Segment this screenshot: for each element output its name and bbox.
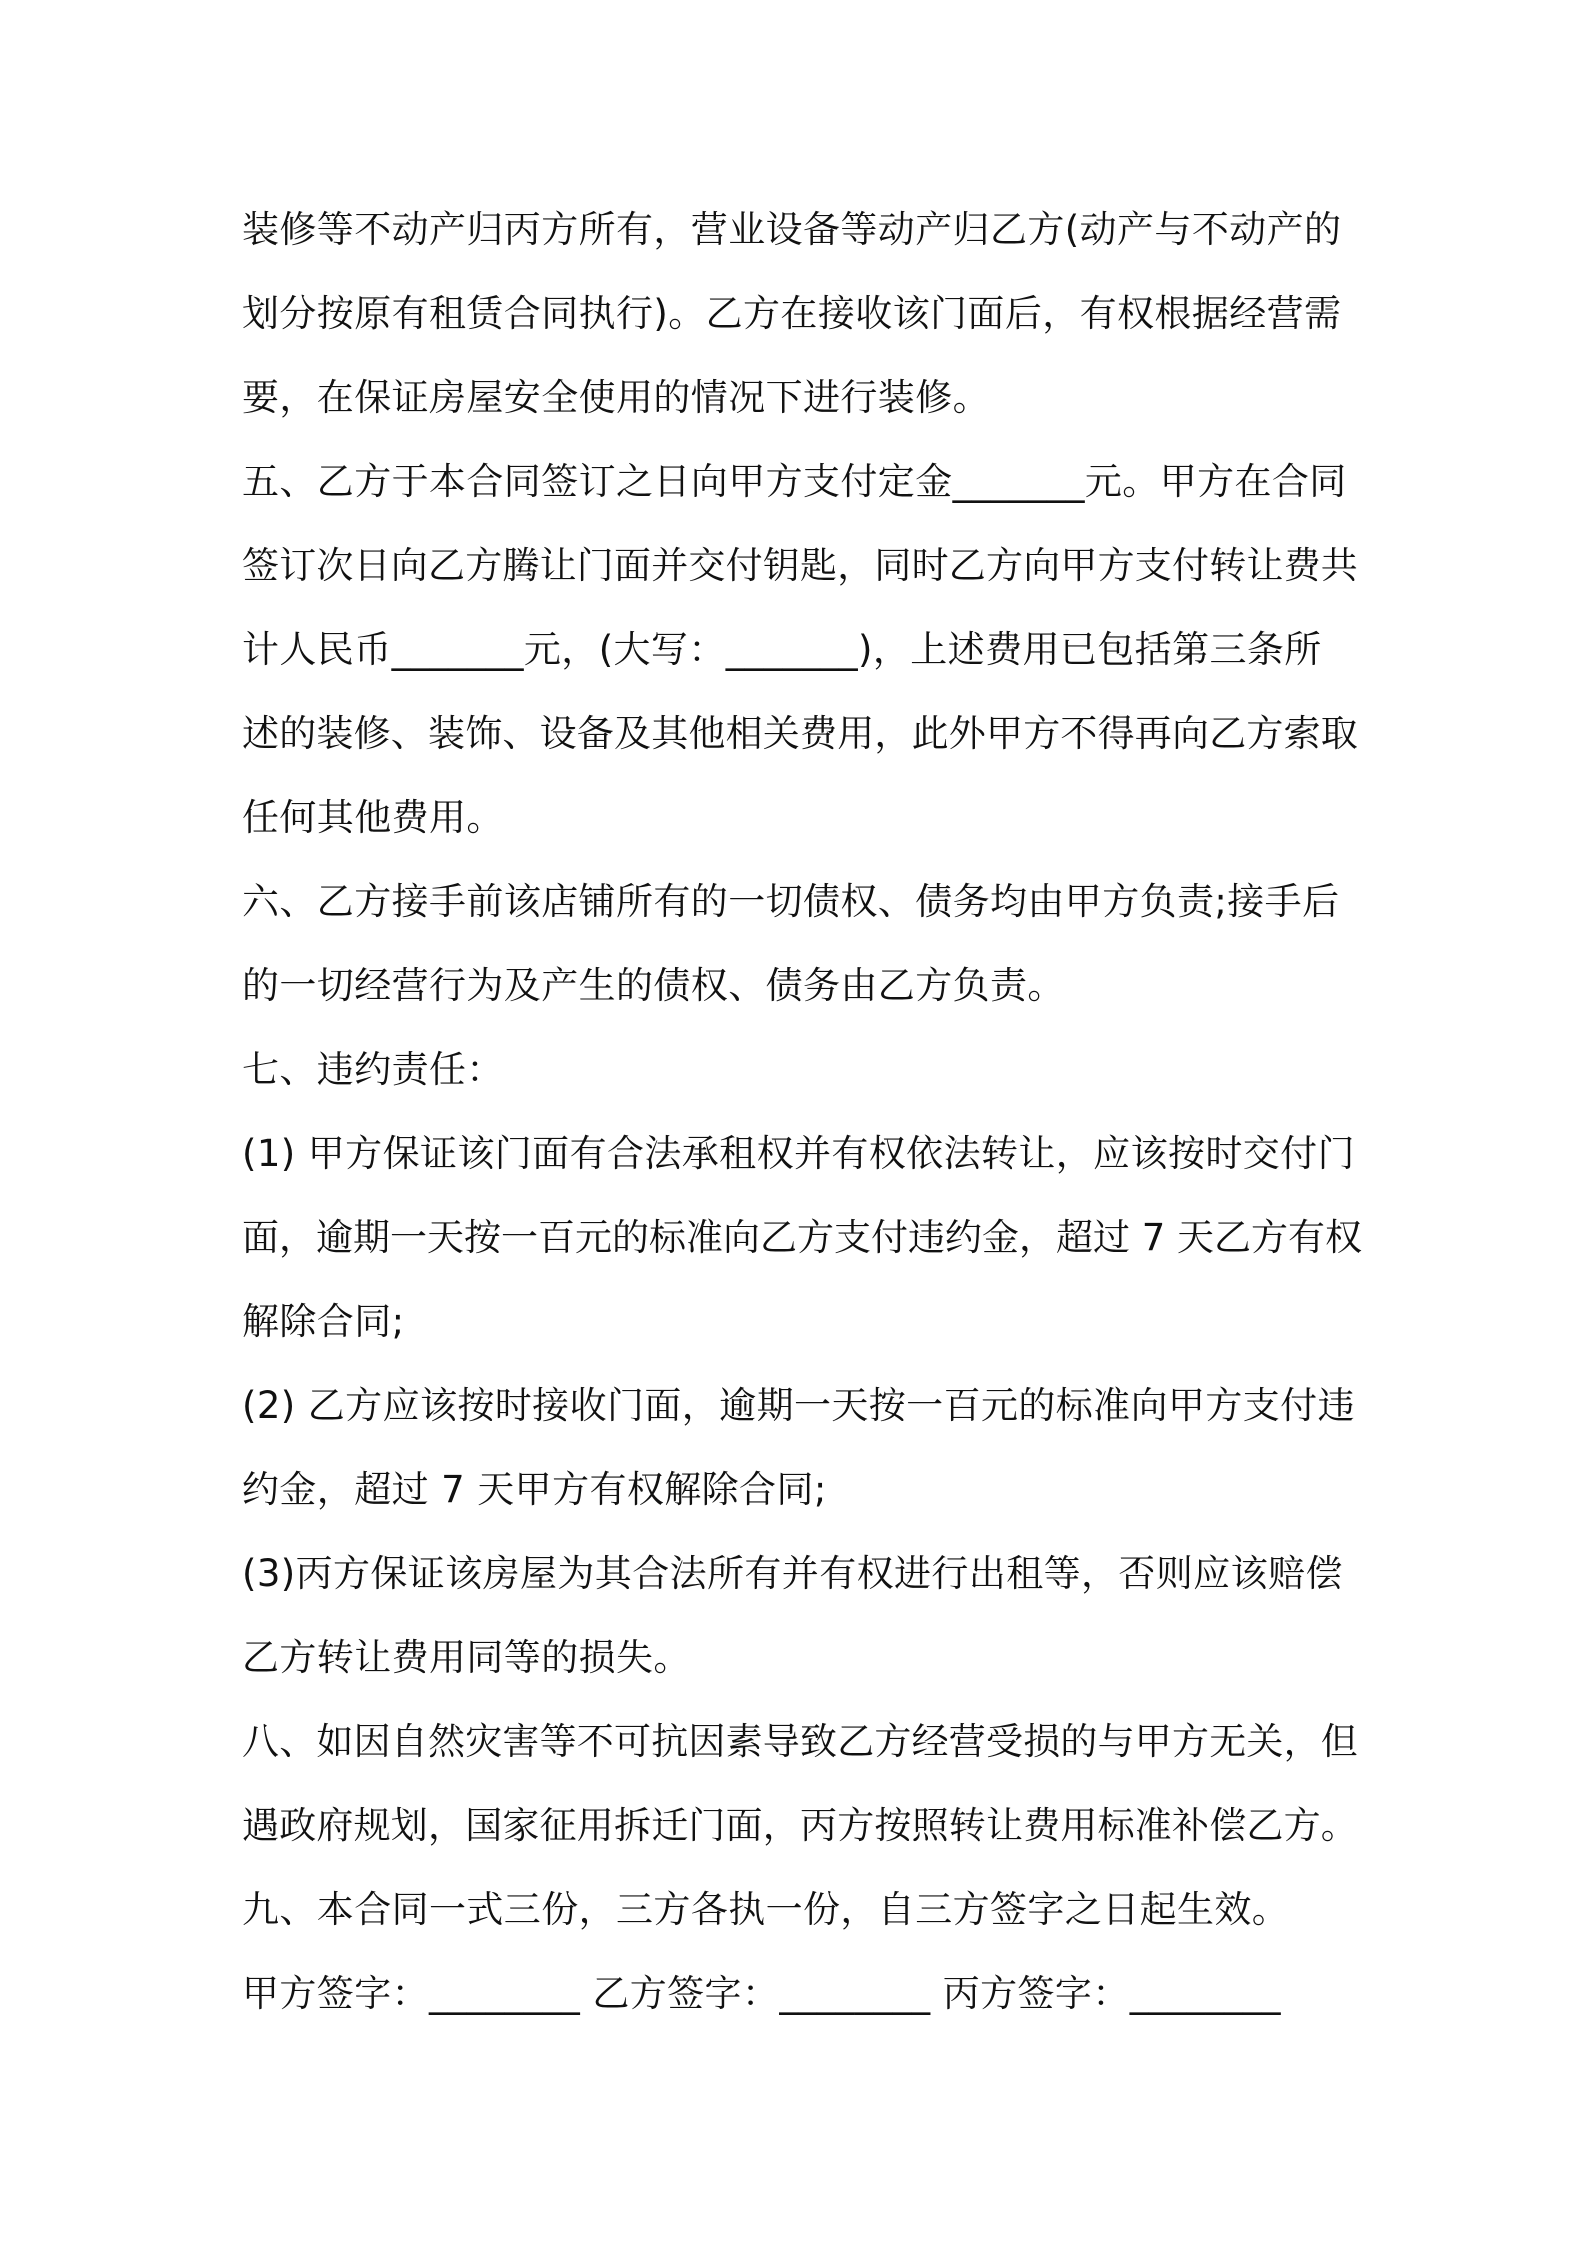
clause-5-line: 五、乙方于本合同签订之日向甲方支付定金_______元。甲方在合同 [242,460,1347,503]
clause-7-item-1: (1) 甲方保证该门面有合法承租权并有权依法转让，应该按时交付门 [242,1132,1355,1175]
clause-8-line: 八、如因自然灾害等不可抗因素导致乙方经营受损的与甲方无关，但 [242,1720,1358,1763]
clause-9-line: 九、本合同一式三份，三方各执一份，自三方签字之日起生效。 [242,1888,1290,1931]
clause-5-line: 签订次日向乙方腾让门面并交付钥匙，同时乙方向甲方支付转让费共 [242,544,1358,587]
clause-6-line: 的一切经营行为及产生的债权、债务由乙方负责。 [242,964,1065,1007]
clause-8-line: 遇政府规划，国家征用拆迁门面，丙方按照转让费用标准补偿乙方。 [242,1804,1358,1847]
clause-text-line: 要，在保证房屋安全使用的情况下进行装修。 [242,376,990,419]
clause-6-line: 六、乙方接手前该店铺所有的一切债权、债务均由甲方负责;接手后 [242,880,1340,923]
clause-7-item-1: 解除合同; [242,1300,405,1343]
clause-7-item-3: (3)丙方保证该房屋为其合法所有并有权进行出租等，否则应该赔偿 [242,1552,1343,1595]
clause-7-heading: 七、违约责任： [242,1048,504,1091]
signature-line: 甲方签字：________ 乙方签字：________ 丙方签字：________ [242,1972,1281,2015]
clause-7-item-2: (2) 乙方应该按时接收门面，逾期一天按一百元的标准向甲方支付违 [242,1384,1355,1427]
clause-7-item-3: 乙方转让费用同等的损失。 [242,1636,691,1679]
clause-7-item-2: 约金，超过 7 天甲方有权解除合同; [242,1468,827,1511]
clause-5-line: 计人民币_______元，(大写：_______)，上述费用已包括第三条所 [242,628,1322,671]
clause-7-item-1: 面，逾期一天按一百元的标准向乙方支付违约金，超过 7 天乙方有权 [242,1216,1362,1259]
clause-text-line: 装修等不动产归丙方所有，营业设备等动产归乙方(动产与不动产的 [242,208,1342,251]
clause-text-line: 划分按原有租赁合同执行)。乙方在接收该门面后，有权根据经营需 [242,292,1342,335]
clause-5-line: 任何其他费用。 [242,796,504,839]
clause-5-line: 述的装修、装饰、设备及其他相关费用，此外甲方不得再向乙方索取 [242,712,1358,755]
